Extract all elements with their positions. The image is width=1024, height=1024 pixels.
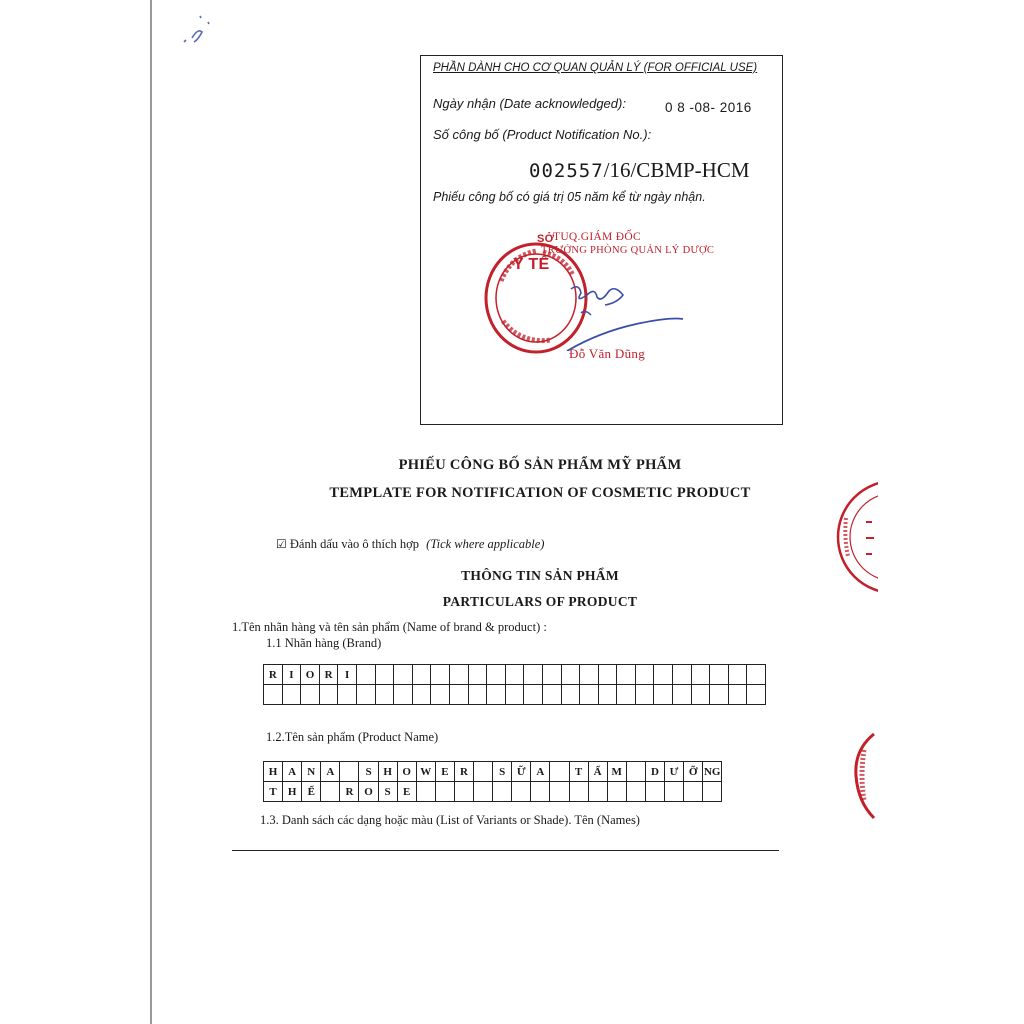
product-letter-cell: A (321, 762, 340, 782)
brand-letter-cell (636, 685, 655, 705)
brand-letter-cell (431, 685, 450, 705)
product-letter-cell (570, 782, 589, 802)
product-letter-cell (665, 782, 684, 802)
brand-letter-cell (673, 685, 692, 705)
answer-line (232, 850, 779, 851)
brand-letter-cell (357, 685, 376, 705)
brand-letter-cell (710, 685, 729, 705)
stamp-title-line-2: TRƯỞNG PHÒNG QUẢN LÝ DƯỢC (541, 245, 715, 256)
brand-letter-cell (543, 665, 562, 685)
product-letter-cell: H (379, 762, 398, 782)
item-1-1-label: 1.1 Nhãn hàng (Brand) (266, 636, 382, 650)
product-letter-cell (436, 782, 455, 802)
item-1-3-label: 1.3. Danh sách các dạng hoặc màu (List of Variants or Shade). Tên (Names) (260, 813, 640, 827)
brand-letter-cell (487, 685, 506, 705)
partial-seal-icon-lower (850, 730, 878, 820)
brand-letter-cell (599, 665, 618, 685)
product-letter-cell: E (398, 782, 417, 802)
product-letter-cell: H (283, 782, 302, 802)
brand-letter-cell (431, 665, 450, 685)
validity-note: Phiếu công bố có giá trị 05 năm kể từ ngày nhận. (433, 190, 706, 204)
notification-number-suffix: /16/CBMP-HCM (603, 158, 750, 182)
brand-letter-cell (654, 685, 673, 705)
product-letter-cell: M (608, 762, 627, 782)
signature-icon (561, 281, 711, 351)
brand-letter-cell (487, 665, 506, 685)
product-letter-cell: T (570, 762, 589, 782)
product-letter-cell (417, 782, 436, 802)
product-letter-cell: Ư (665, 762, 684, 782)
brand-letter-cell (450, 685, 469, 705)
product-letter-cell: T (264, 782, 283, 802)
product-letter-cell (493, 782, 512, 802)
brand-letter-cell (450, 665, 469, 685)
pen-mark-icon (172, 10, 222, 50)
tick-instruction-en: (Tick where applicable) (426, 537, 545, 551)
product-name-letter-grid (263, 761, 722, 802)
brand-letter-cell (413, 685, 432, 705)
product-letter-cell: S (493, 762, 512, 782)
notification-number-label: Số công bố (Product Notification No.): (433, 127, 652, 142)
product-letter-cell: Ẩ (589, 762, 608, 782)
product-letter-cell: H (264, 762, 283, 782)
product-letter-cell (589, 782, 608, 802)
seal-center-top: SỞ (537, 233, 555, 245)
brand-letter-grid (263, 664, 766, 705)
brand-letter-cell (506, 685, 525, 705)
brand-letter-cell (376, 665, 395, 685)
checkbox-icon: ☑ (276, 537, 287, 551)
product-letter-cell: Ể (302, 782, 321, 802)
official-use-title: PHẦN DÀNH CHO CƠ QUAN QUẢN LÝ (FOR OFFICIAL USE) (433, 62, 758, 74)
brand-letter-cell (357, 665, 376, 685)
page-edge (150, 0, 152, 1024)
brand-letter-cell (264, 685, 283, 705)
brand-letter-cell: R (320, 665, 339, 685)
product-letter-cell (321, 782, 340, 802)
brand-letter-cell (394, 685, 413, 705)
brand-letter-cell (729, 665, 748, 685)
product-letter-cell: R (455, 762, 474, 782)
product-letter-cell (627, 762, 646, 782)
brand-letter-cell (320, 685, 339, 705)
brand-letter-cell (301, 685, 320, 705)
brand-letter-cell (562, 685, 581, 705)
brand-letter-cell (692, 665, 711, 685)
product-letter-cell (340, 762, 359, 782)
brand-letter-cell: O (301, 665, 320, 685)
signer-name: Đỗ Văn Dũng (569, 346, 645, 361)
product-letter-cell: E (436, 762, 455, 782)
brand-letter-cell: I (283, 665, 302, 685)
product-letter-cell (550, 762, 569, 782)
product-letter-cell: S (359, 762, 378, 782)
brand-letter-cell (654, 665, 673, 685)
product-letter-cell: N (302, 762, 321, 782)
product-letter-cell: D (646, 762, 665, 782)
product-letter-cell (531, 782, 550, 802)
product-letter-cell (550, 782, 569, 802)
section-title-en: PARTICULARS OF PRODUCT (442, 594, 638, 609)
brand-letter-cell (636, 665, 655, 685)
item-1-label: 1.Tên nhãn hàng và tên sản phẩm (Name of brand & product) : (232, 620, 547, 634)
brand-letter-cell (673, 665, 692, 685)
form-title-en: TEMPLATE FOR NOTIFICATION OF COSMETIC PRODUCT (329, 485, 751, 501)
brand-letter-cell (469, 665, 488, 685)
brand-letter-cell (394, 665, 413, 685)
brand-letter-cell (469, 685, 488, 705)
tick-instruction (276, 537, 544, 552)
notification-number-prefix: 002557 (529, 160, 604, 182)
product-letter-cell (646, 782, 665, 802)
product-letter-cell: R (340, 782, 359, 802)
brand-letter-cell (617, 685, 636, 705)
brand-letter-cell (747, 685, 766, 705)
brand-letter-cell: R (264, 665, 283, 685)
product-letter-cell: NG (703, 762, 722, 782)
product-letter-cell (512, 782, 531, 802)
product-letter-cell (627, 782, 646, 802)
brand-letter-cell (692, 685, 711, 705)
tick-instruction-vi: Đánh dấu vào ô thích hợp (289, 537, 420, 551)
product-letter-cell: S (379, 782, 398, 802)
product-letter-cell: O (359, 782, 378, 802)
brand-letter-cell (562, 665, 581, 685)
brand-letter-cell (617, 665, 636, 685)
product-letter-cell (474, 762, 493, 782)
brand-letter-cell: I (338, 665, 357, 685)
brand-letter-cell (543, 685, 562, 705)
partial-company-seal-icon (832, 478, 878, 596)
brand-letter-cell (729, 685, 748, 705)
brand-letter-cell (413, 665, 432, 685)
brand-letter-cell (599, 685, 618, 705)
date-acknowledged-label: Ngày nhận (Date acknowledged): (433, 96, 626, 111)
brand-letter-cell (524, 685, 543, 705)
product-letter-cell (474, 782, 493, 802)
product-letter-cell (684, 782, 703, 802)
product-letter-cell: Ữ (512, 762, 531, 782)
brand-letter-cell (580, 685, 599, 705)
product-letter-cell (608, 782, 627, 802)
brand-letter-cell (506, 665, 525, 685)
product-letter-cell: A (531, 762, 550, 782)
notification-number (529, 158, 750, 183)
product-letter-cell: A (283, 762, 302, 782)
item-1-2-label: 1.2.Tên sản phẩm (Product Name) (266, 730, 439, 744)
brand-letter-cell (747, 665, 766, 685)
product-letter-cell: W (417, 762, 436, 782)
date-acknowledged-value: 0 8 -08- 2016 (665, 100, 752, 115)
section-title-vi: THÔNG TIN SẢN PHẨM (461, 568, 619, 583)
brand-letter-cell (376, 685, 395, 705)
brand-letter-cell (338, 685, 357, 705)
stamp-title-line-1: TUQ.GIÁM ĐỐC (553, 231, 641, 243)
brand-letter-cell (580, 665, 599, 685)
form-title-vi: PHIẾU CÔNG BỐ SẢN PHẨM MỸ PHẨM (398, 457, 682, 473)
product-letter-cell (703, 782, 722, 802)
product-letter-cell: O (398, 762, 417, 782)
product-letter-cell (455, 782, 474, 802)
product-letter-cell: Ỡ (684, 762, 703, 782)
seal-center-bottom: Y TẾ (513, 256, 550, 273)
brand-letter-cell (710, 665, 729, 685)
brand-letter-cell (283, 685, 302, 705)
brand-letter-cell (524, 665, 543, 685)
official-use-box (420, 55, 783, 425)
